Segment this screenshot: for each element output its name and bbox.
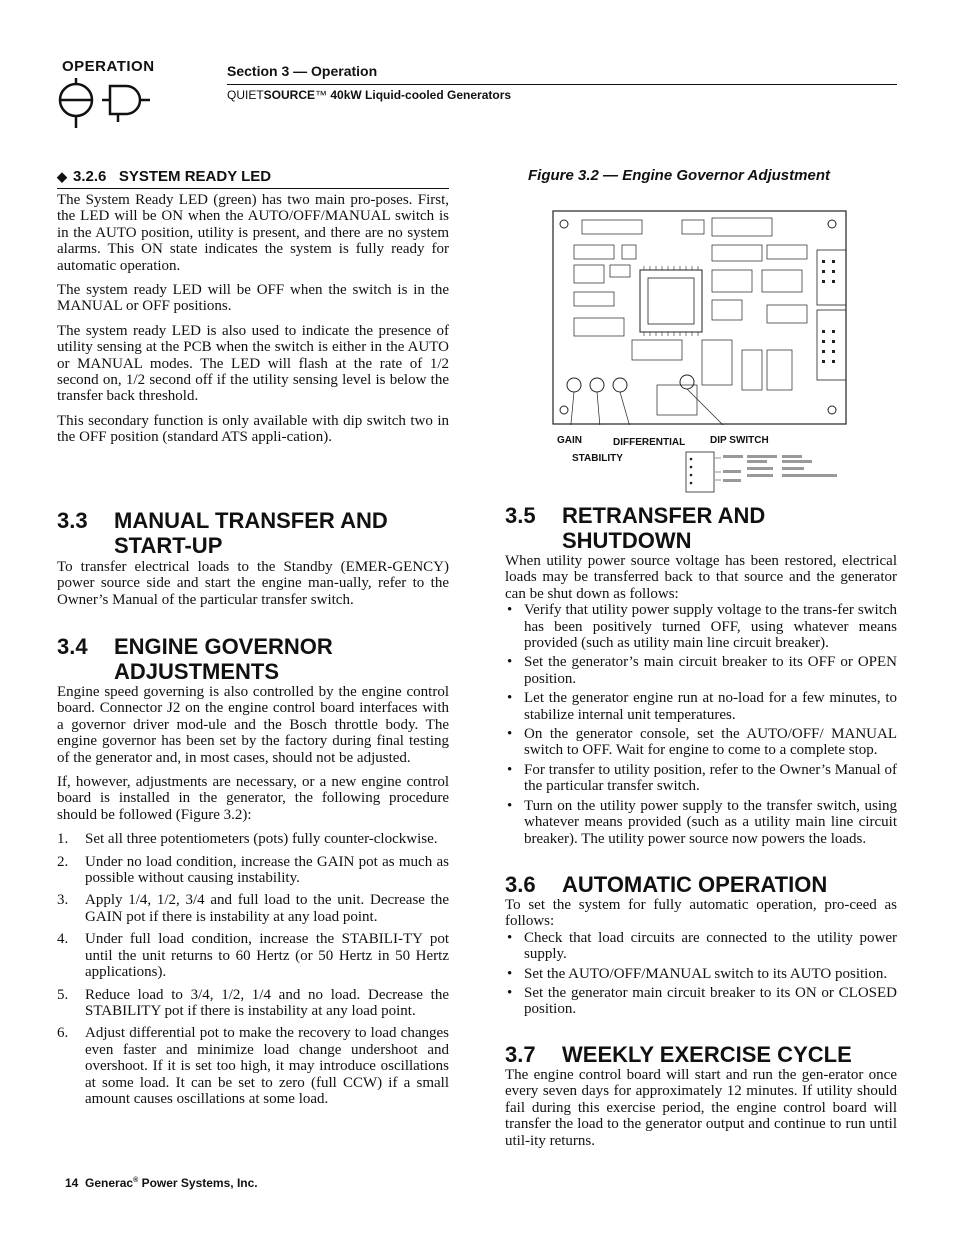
list-item: 4. Under full load condition, increase the STABILI-TY pot until the unit returns to 60 Hertz (or 50 Hertz in 50 Hertz applications). [57, 931, 449, 981]
operation-tag: OPERATION [62, 58, 155, 75]
procedure-list [505, 602, 897, 847]
paragraph: This secondary function is only available with dip switch two in the OFF position (standard ATS appli-cation). [57, 412, 449, 446]
page-number: 14 [65, 1176, 79, 1190]
list-item: 6. Adjust differential pot to make the recovery to load changes even faster and minimize load change undershoot and overshoot. If it is set too high, it may introduce oscillations at some load. It can be set to zero (full CCW) if a small amount causes oscillations at some load. [57, 1025, 449, 1107]
list-item: • Verify that utility power supply voltage to the trans-fer switch has been positively turned OFF, using whatever means provided (such as utility main line circuit breaker). [507, 602, 897, 652]
control-board-diagram [552, 210, 847, 425]
list-item: • Check that load circuits are connected to the utility power supply. [507, 929, 897, 963]
product-subtitle: QUIETSOURCE™ 40kW Liquid-cooled Generators [227, 88, 512, 102]
list-item: 1. Set all three potentiometers (pots) fully counter-clockwise. [57, 831, 438, 848]
list-item: • On the generator console, set the AUTO/OFF/ MANUAL switch to OFF. Wait for engine to come to a complete stop. [507, 726, 897, 759]
figure-caption: Figure 3.2 — Engine Governor Adjustment [528, 167, 830, 184]
differential-label: DIFFERENTIAL [613, 437, 686, 448]
paragraph: The engine control board will start and run the gen-erator once every seven days for approximately 12 minutes. If utility should fail during this exercise period, the engine control board will transfer the load to the generator output and continue to run until util-ity returns. [505, 1067, 897, 1149]
stability-label: STABILITY [572, 453, 623, 464]
section-3-6 [505, 872, 897, 1021]
section-3-2-6 [57, 168, 449, 454]
section-heading: 3.5 RETRANSFER AND SHUTDOWN [505, 503, 766, 553]
paragraph: The system ready LED is also used to indicate the presence of utility sensing at the PCB when the switch is either in the AUTO or MANUAL modes. The LED will flash at the rate of 1/2 second on, 1/2 second off if the utility sensing level is below the transfer back threshold. [57, 322, 449, 405]
section-heading: 3.3 MANUAL TRANSFER AND START-UP [57, 508, 388, 558]
list-item: • Turn on the utility power supply to the transfer switch, using whatever means provided (such as a utility main line circuit breaker). The utility power source now powers the loads. [507, 797, 897, 847]
paragraph: If, however, adjustments are necessary, or a new engine control board is installed in the generator, the following procedure should be followed (Figure 3.2): [57, 774, 449, 823]
gain-label: GAIN [557, 435, 582, 446]
list-item: • Set the generator’s main circuit breaker to its OFF or OPEN position. [507, 654, 897, 687]
section-3-3 [57, 508, 449, 616]
paragraph: The System Ready LED (green) has two main pro-poses. First, the LED will be ON when the AUTO/OFF/MANUAL switch is in the AUTO position, utility is present, and there are no system alarms. This ON state indicates the system is fully ready for automatic operation. [57, 192, 449, 274]
section-3-5 [505, 503, 897, 850]
dip-switch-label: DIP SWITCH [710, 435, 769, 446]
operation-switch-icon [58, 78, 158, 130]
section-3-4 [57, 634, 449, 1113]
list-item: • Set the AUTO/OFF/MANUAL switch to its AUTO position. [507, 965, 888, 982]
section-heading: 3.6 AUTOMATIC OPERATION [505, 872, 828, 897]
subsection-heading [57, 168, 449, 185]
section-header: Section 3 — Operation [227, 63, 378, 79]
procedure-list [57, 831, 449, 1107]
section-heading: 3.7 WEEKLY EXERCISE CYCLE [505, 1042, 852, 1067]
list-item: 2. Under no load condition, increase the GAIN pot as much as possible without causing instability. [57, 853, 449, 887]
paragraph: To transfer electrical loads to the Standby (EMER-GENCY) power source side and start the engine man-ually, refer to the Owner’s Manual of the particular transfer switch. [57, 559, 449, 608]
header-rule [227, 84, 897, 85]
subsection-title: 3.2.6 SYSTEM READY LED [73, 168, 272, 185]
list-item: • Set the generator main circuit breaker to its ON or CLOSED position. [507, 985, 897, 1018]
paragraph: Engine speed governing is also controlled by the engine control board. Connector J2 on the engine control board interfaces with a governor driver mod-ule and the Bosch throttle body. The engine governor has been set by the factory during final testing of the generator and, in most cases, should not be adjusted. [57, 684, 449, 766]
list-item: • For transfer to utility position, refer to the Owner’s Manual of the particular transfer switch. [507, 761, 897, 795]
list-item: 3. Apply 1/4, 1/2, 3/4 and full load to the unit. Decrease the GAIN pot if there is instability at any load point. [57, 892, 449, 925]
procedure-list [505, 930, 897, 1018]
dip-switch-table [685, 450, 845, 494]
paragraph: To set the system for fully automatic operation, pro-ceed as follows: [505, 897, 897, 930]
list-item: 5. Reduce load to 3/4, 1/2, 1/4 and no load. Decrease the STABILITY pot if there is instability at any load point. [57, 986, 449, 1019]
page-footer: 14 Generac® Power Systems, Inc. [65, 1176, 258, 1190]
paragraph: When utility power source voltage has been restored, electrical loads may be transferred back to that source and the generator can be shut down as follows: [505, 553, 897, 602]
section-heading: 3.4 ENGINE GOVERNOR ADJUSTMENTS [57, 634, 333, 684]
section-3-7 [505, 1042, 897, 1157]
list-item: • Let the generator engine run at no-load for a few minutes, to stabilize internal unit temperatures. [507, 690, 897, 723]
diamond-bullet-icon: ◆ [57, 168, 67, 184]
paragraph: The system ready LED will be OFF when the switch is in the MANUAL or OFF positions. [57, 282, 449, 315]
